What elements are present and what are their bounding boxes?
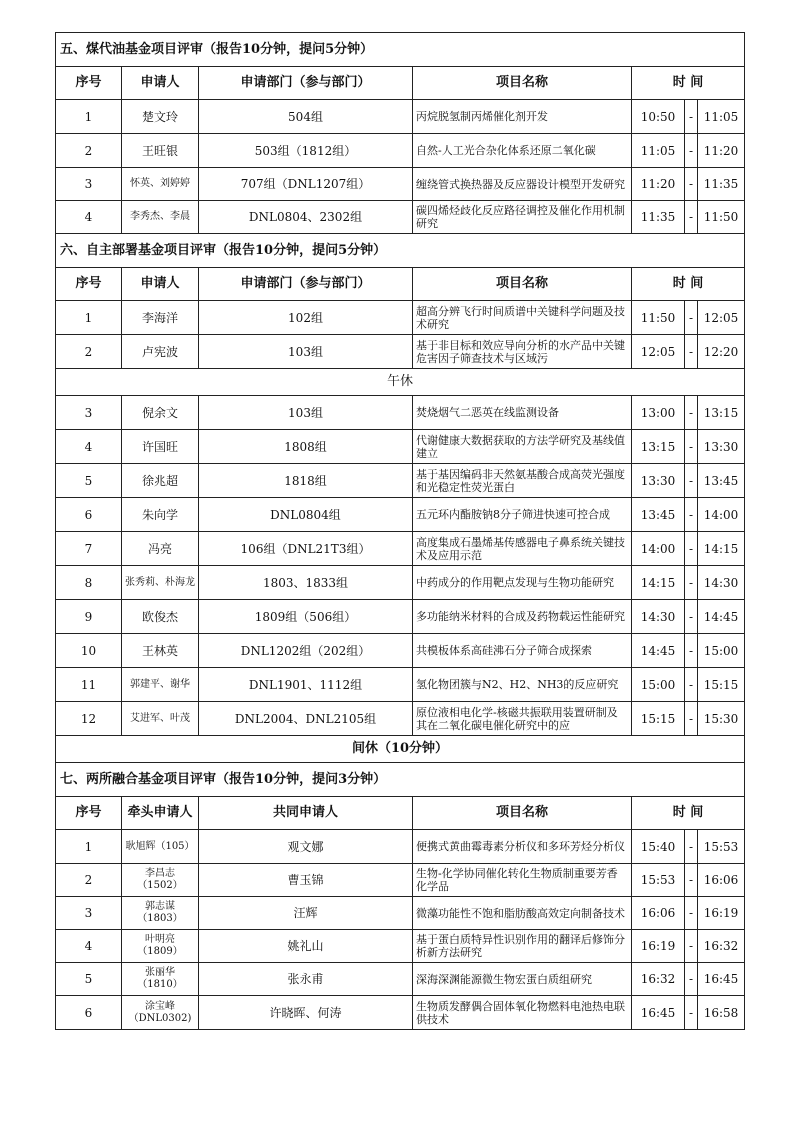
department: 503组（1812组） — [199, 134, 413, 168]
applicant-name: 朱向学 — [122, 498, 199, 532]
table-row — [56, 963, 745, 996]
start-time: 13:30 — [632, 464, 685, 498]
project-name: 超高分辨飞行时间质谱中关键科学问题及技术研究 — [413, 301, 632, 335]
time-separator: - — [685, 134, 698, 168]
applicant-name: 楚文玲 — [122, 100, 199, 134]
project-name: 中药成分的作用靶点发现与生物功能研究 — [413, 566, 632, 600]
department: 汪辉 — [199, 897, 413, 930]
section-title: 六、自主部署基金项目评审（报告10分钟，提问5分钟） — [56, 234, 745, 268]
row-number: 10 — [56, 634, 122, 668]
time-separator: - — [685, 668, 698, 702]
row-number: 1 — [56, 301, 122, 335]
row-number: 4 — [56, 930, 122, 963]
table-row — [56, 396, 745, 430]
project-name: 生物-化学协同催化转化生物质制重要芳香化学品 — [413, 864, 632, 897]
department: 1803、1833组 — [199, 566, 413, 600]
end-time: 13:15 — [698, 396, 745, 430]
project-name: 基于基因编码非天然氨基酸合成高荧光强度和光稳定性荧光蛋白 — [413, 464, 632, 498]
applicant-name: 欧俊杰 — [122, 600, 199, 634]
section-title-row — [56, 234, 745, 268]
department: 504组 — [199, 100, 413, 134]
start-time: 14:30 — [632, 600, 685, 634]
row-number: 2 — [56, 134, 122, 168]
department: 103组 — [199, 396, 413, 430]
column-header: 牵头申请人 — [122, 797, 199, 830]
column-header: 申请人 — [122, 268, 199, 301]
table-row — [56, 134, 745, 168]
break-row — [56, 369, 745, 396]
table-row — [56, 897, 745, 930]
project-name: 基于蛋白质特异性识别作用的翻译后修饰分析新方法研究 — [413, 930, 632, 963]
table-row — [56, 430, 745, 464]
column-header: 项目名称 — [413, 268, 632, 301]
end-time: 16:45 — [698, 963, 745, 996]
department: 1808组 — [199, 430, 413, 464]
project-name: 深海深渊能源微生物宏蛋白质组研究 — [413, 963, 632, 996]
department: DNL0804、2302组 — [199, 201, 413, 234]
end-time: 15:15 — [698, 668, 745, 702]
row-number: 3 — [56, 396, 122, 430]
project-name: 高度集成石墨烯基传感器电子鼻系统关键技术及应用示范 — [413, 532, 632, 566]
project-name: 焚烧烟气二恶英在线监测设备 — [413, 396, 632, 430]
column-header: 时 间 — [632, 67, 745, 100]
schedule-table — [55, 32, 745, 1030]
start-time: 15:15 — [632, 702, 685, 736]
section-title: 五、煤代油基金项目评审（报告10分钟，提问5分钟） — [56, 33, 745, 67]
end-time: 15:30 — [698, 702, 745, 736]
time-separator: - — [685, 634, 698, 668]
project-name: 生物质发酵偶合固体氧化物燃料电池热电联供技术 — [413, 996, 632, 1030]
start-time: 15:40 — [632, 830, 685, 864]
applicant-name: 张秀莉、朴海龙 — [122, 566, 199, 600]
department: DNL1901、1112组 — [199, 668, 413, 702]
section-title: 七、两所融合基金项目评审（报告10分钟，提问3分钟） — [56, 763, 745, 797]
project-name: 微藻功能性不饱和脂肪酸高效定向制备技术 — [413, 897, 632, 930]
department: 观文娜 — [199, 830, 413, 864]
time-separator: - — [685, 566, 698, 600]
header-row — [56, 797, 745, 830]
project-name: 氢化物团簇与N2、H2、NH3的反应研究 — [413, 668, 632, 702]
project-name: 五元环内酯胺钠8分子筛进快速可控合成 — [413, 498, 632, 532]
end-time: 14:15 — [698, 532, 745, 566]
column-header: 时 间 — [632, 797, 745, 830]
end-time: 16:19 — [698, 897, 745, 930]
department: 许晓晖、何涛 — [199, 996, 413, 1030]
row-number: 3 — [56, 168, 122, 201]
start-time: 14:00 — [632, 532, 685, 566]
applicant-name: 徐兆超 — [122, 464, 199, 498]
time-separator: - — [685, 396, 698, 430]
department: 张永甫 — [199, 963, 413, 996]
row-number: 5 — [56, 963, 122, 996]
header-row — [56, 67, 745, 100]
break-row — [56, 736, 745, 763]
time-separator: - — [685, 963, 698, 996]
project-name: 缠绕管式换热器及反应器设计模型开发研究 — [413, 168, 632, 201]
start-time: 13:45 — [632, 498, 685, 532]
row-number: 9 — [56, 600, 122, 634]
table-row — [56, 498, 745, 532]
applicant-name: 李海洋 — [122, 301, 199, 335]
row-number: 3 — [56, 897, 122, 930]
project-name: 代谢健康大数据获取的方法学研究及基线值建立 — [413, 430, 632, 464]
end-time: 15:00 — [698, 634, 745, 668]
row-number: 1 — [56, 100, 122, 134]
project-name: 多功能纳米材料的合成及药物载运性能研究 — [413, 600, 632, 634]
end-time: 13:30 — [698, 430, 745, 464]
row-number: 5 — [56, 464, 122, 498]
end-time: 13:45 — [698, 464, 745, 498]
department: 106组（DNL21T3组） — [199, 532, 413, 566]
start-time: 16:32 — [632, 963, 685, 996]
column-header: 序号 — [56, 67, 122, 100]
table-row — [56, 830, 745, 864]
table-row — [56, 996, 745, 1030]
department: DNL2004、DNL2105组 — [199, 702, 413, 736]
row-number: 6 — [56, 996, 122, 1030]
column-header: 项目名称 — [413, 797, 632, 830]
section-title-row — [56, 33, 745, 67]
end-time: 12:05 — [698, 301, 745, 335]
end-time: 15:53 — [698, 830, 745, 864]
start-time: 14:15 — [632, 566, 685, 600]
start-time: 11:35 — [632, 201, 685, 234]
project-name: 自然-人工光合杂化体系还原二氧化碳 — [413, 134, 632, 168]
department: 102组 — [199, 301, 413, 335]
start-time: 16:45 — [632, 996, 685, 1030]
column-header: 申请部门（参与部门） — [199, 67, 413, 100]
time-separator: - — [685, 201, 698, 234]
start-time: 16:06 — [632, 897, 685, 930]
applicant-name: 郭志谋（1803） — [122, 897, 199, 930]
column-header: 序号 — [56, 268, 122, 301]
table-row — [56, 702, 745, 736]
table-row — [56, 668, 745, 702]
table-row — [56, 301, 745, 335]
row-number: 4 — [56, 201, 122, 234]
row-number: 2 — [56, 864, 122, 897]
row-number: 1 — [56, 830, 122, 864]
start-time: 11:20 — [632, 168, 685, 201]
start-time: 15:00 — [632, 668, 685, 702]
applicant-name: 李昌志（1502） — [122, 864, 199, 897]
project-name: 原位液相电化学-核磁共振联用装置研制及其在二氧化碳电催化研究中的应 — [413, 702, 632, 736]
time-separator: - — [685, 830, 698, 864]
header-row — [56, 268, 745, 301]
end-time: 11:20 — [698, 134, 745, 168]
start-time: 12:05 — [632, 335, 685, 369]
row-number: 12 — [56, 702, 122, 736]
time-separator: - — [685, 600, 698, 634]
project-name: 碳四烯烃歧化反应路径调控及催化作用机制研究 — [413, 201, 632, 234]
end-time: 11:35 — [698, 168, 745, 201]
department: 1809组（506组） — [199, 600, 413, 634]
start-time: 13:00 — [632, 396, 685, 430]
project-name: 共模板体系高硅沸石分子筛合成探索 — [413, 634, 632, 668]
table-row — [56, 464, 745, 498]
start-time: 13:15 — [632, 430, 685, 464]
row-number: 8 — [56, 566, 122, 600]
end-time: 11:05 — [698, 100, 745, 134]
start-time: 15:53 — [632, 864, 685, 897]
column-header: 序号 — [56, 797, 122, 830]
time-separator: - — [685, 335, 698, 369]
start-time: 10:50 — [632, 100, 685, 134]
applicant-name: 倪余文 — [122, 396, 199, 430]
department: 707组（DNL1207组） — [199, 168, 413, 201]
applicant-name: 王旺银 — [122, 134, 199, 168]
applicant-name: 卢宪波 — [122, 335, 199, 369]
table-row — [56, 566, 745, 600]
start-time: 11:50 — [632, 301, 685, 335]
department: DNL1202组（202组） — [199, 634, 413, 668]
end-time: 16:06 — [698, 864, 745, 897]
end-time: 16:32 — [698, 930, 745, 963]
time-separator: - — [685, 864, 698, 897]
row-number: 2 — [56, 335, 122, 369]
end-time: 14:30 — [698, 566, 745, 600]
start-time: 16:19 — [632, 930, 685, 963]
applicant-name: 涂宝峰（DNL0302) — [122, 996, 199, 1030]
department: 103组 — [199, 335, 413, 369]
department: DNL0804组 — [199, 498, 413, 532]
time-separator: - — [685, 532, 698, 566]
time-separator: - — [685, 430, 698, 464]
row-number: 11 — [56, 668, 122, 702]
project-name: 基于非目标和效应导向分析的水产品中关键危害因子筛查技术与区域污 — [413, 335, 632, 369]
time-separator: - — [685, 702, 698, 736]
applicant-name: 怀英、刘婷婷 — [122, 168, 199, 201]
project-name: 便携式黄曲霉毒素分析仪和多环芳烃分析仪 — [413, 830, 632, 864]
end-time: 16:58 — [698, 996, 745, 1030]
table-row — [56, 600, 745, 634]
table-row — [56, 335, 745, 369]
applicant-name: 张丽华（1810） — [122, 963, 199, 996]
start-time: 11:05 — [632, 134, 685, 168]
start-time: 14:45 — [632, 634, 685, 668]
applicant-name: 叶明亮（1809） — [122, 930, 199, 963]
department: 曹玉锦 — [199, 864, 413, 897]
department: 姚礼山 — [199, 930, 413, 963]
applicant-name: 冯亮 — [122, 532, 199, 566]
time-separator: - — [685, 301, 698, 335]
time-separator: - — [685, 464, 698, 498]
applicant-name: 艾进军、叶茂 — [122, 702, 199, 736]
table-row — [56, 168, 745, 201]
applicant-name: 王林英 — [122, 634, 199, 668]
table-row — [56, 532, 745, 566]
applicant-name: 郭建平、谢华 — [122, 668, 199, 702]
time-separator: - — [685, 168, 698, 201]
row-number: 7 — [56, 532, 122, 566]
table-row — [56, 100, 745, 134]
row-number: 4 — [56, 430, 122, 464]
short-break: 间休（10分钟） — [56, 736, 745, 763]
time-separator: - — [685, 996, 698, 1030]
end-time: 11:50 — [698, 201, 745, 234]
end-time: 14:00 — [698, 498, 745, 532]
row-number: 6 — [56, 498, 122, 532]
lunch-break: 午休 — [56, 369, 745, 396]
applicant-name: 许国旺 — [122, 430, 199, 464]
applicant-name: 李秀杰、李晨 — [122, 201, 199, 234]
column-header: 时 间 — [632, 268, 745, 301]
end-time: 14:45 — [698, 600, 745, 634]
time-separator: - — [685, 930, 698, 963]
table-row — [56, 930, 745, 963]
table-row — [56, 864, 745, 897]
table-row — [56, 201, 745, 234]
section-title-row — [56, 763, 745, 797]
time-separator: - — [685, 897, 698, 930]
project-name: 丙烷脱氢制丙烯催化剂开发 — [413, 100, 632, 134]
table-row — [56, 634, 745, 668]
column-header: 申请人 — [122, 67, 199, 100]
column-header: 项目名称 — [413, 67, 632, 100]
time-separator: - — [685, 498, 698, 532]
column-header: 申请部门（参与部门） — [199, 268, 413, 301]
time-separator: - — [685, 100, 698, 134]
applicant-name: 耿旭辉（105） — [122, 830, 199, 864]
column-header: 共同申请人 — [199, 797, 413, 830]
department: 1818组 — [199, 464, 413, 498]
end-time: 12:20 — [698, 335, 745, 369]
